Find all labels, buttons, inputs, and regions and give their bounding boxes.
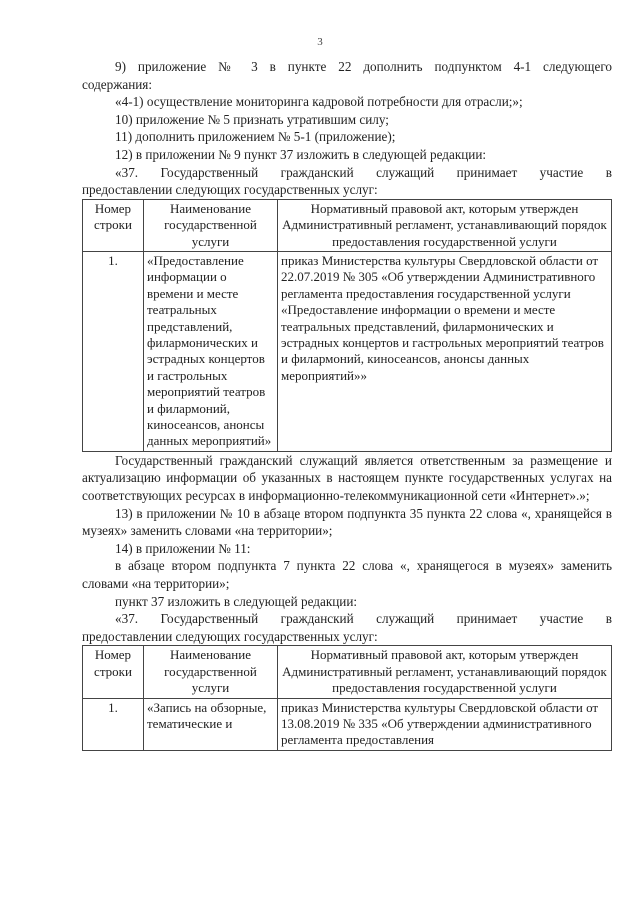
header-service-name: Наименование государственной услуги [144, 199, 278, 251]
header-legal-act: Нормативный правовой акт, которым утвержден Административный регламент, устанавливающий порядок предоставления государственной услуги [278, 199, 612, 251]
cell-row-number: 1. [83, 698, 144, 750]
paragraph-item-10: 10) приложение № 5 признать утратившим силу; [115, 111, 389, 127]
header-row-number: Номер строки [83, 199, 144, 251]
cell-legal-act: приказ Министерства культуры Свердловской области от 22.07.2019 № 305 «Об утверждении Административного регламента предоставления государственной услуги «Предоставление информации о времени и месте театральных представлений, филармонических и эстрадных концертов и гастрольных мероприятий театров и филармоний, киносеансов, анонсы данных мероприятий»» [278, 251, 612, 451]
table-header-row [83, 199, 612, 251]
paragraph-item-9-line2: содержания: [82, 76, 153, 92]
paragraph-responsible: Государственный гражданский служащий является ответственным за размещение и актуализацию информации об указанных в настоящем пункте государственных услугах на соответствующих ресурсах в информационно-телекоммуникационной сети «Интернет».»; [82, 452, 612, 504]
paragraph-quote-4-1: «4-1) осуществление мониторинга кадровой потребности для отрасли;»; [115, 94, 523, 110]
paragraph-37b-line2: предоставлении следующих государственных услуг: [82, 628, 378, 644]
services-table-1 [82, 199, 612, 452]
paragraph-item-13: 13) в приложении № 10 в абзаце втором подпункта 35 пункта 22 слова «, хранящейся в музеях» заменить словами «на территории»; [82, 505, 612, 539]
table-row [83, 698, 612, 750]
paragraph-punkt-37: пункт 37 изложить в следующей редакции: [115, 593, 358, 609]
page-number: 3 [317, 36, 323, 48]
cell-row-number: 1. [83, 251, 144, 451]
paragraph-item-14: 14) в приложении № 11: [115, 540, 251, 556]
header-legal-act: Нормативный правовой акт, которым утвержден Административный регламент, устанавливающий порядок предоставления государственной услуги [278, 646, 612, 698]
cell-legal-act: приказ Министерства культуры Свердловской области от 13.08.2019 № 335 «Об утверждении административного регламента предоставления [278, 698, 612, 750]
paragraph-item-9-line1: 9) приложение № 3 в пункте 22 дополнить подпунктом 4-1 следующего [115, 59, 612, 74]
cell-service-name: «Предоставление информации о времени и месте театральных представлений, филармонических и эстрадных концертов и гастрольных мероприятий театров и филармоний, киносеансов, анонсы данных мероприятий» [144, 251, 278, 451]
services-table-2 [82, 645, 612, 750]
table-header-row [83, 646, 612, 698]
paragraph-item-14-abzac: в абзаце втором подпункта 7 пункта 22 слова «, хранящегося в музеях» заменить словами «на территории»; [82, 558, 612, 591]
header-service-name: Наименование государственной услуги [144, 646, 278, 698]
paragraph-37-line2: предоставлении следующих государственных услуг: [82, 182, 378, 198]
paragraph-37-line1: «37. Государственный гражданский служащий принимает участие в [115, 164, 612, 180]
paragraph-item-11: 11) дополнить приложением № 5-1 (приложение); [115, 129, 396, 145]
paragraph-37b-line1: «37. Государственный гражданский служащий принимает участие в [115, 611, 612, 627]
header-row-number: Номер строки [83, 646, 144, 698]
paragraph-item-12: 12) в приложении № 9 пункт 37 изложить в следующей редакции: [115, 146, 487, 162]
cell-service-name: «Запись на обзорные, тематические и [144, 698, 278, 750]
table-row [83, 251, 612, 451]
document-body [82, 58, 612, 751]
